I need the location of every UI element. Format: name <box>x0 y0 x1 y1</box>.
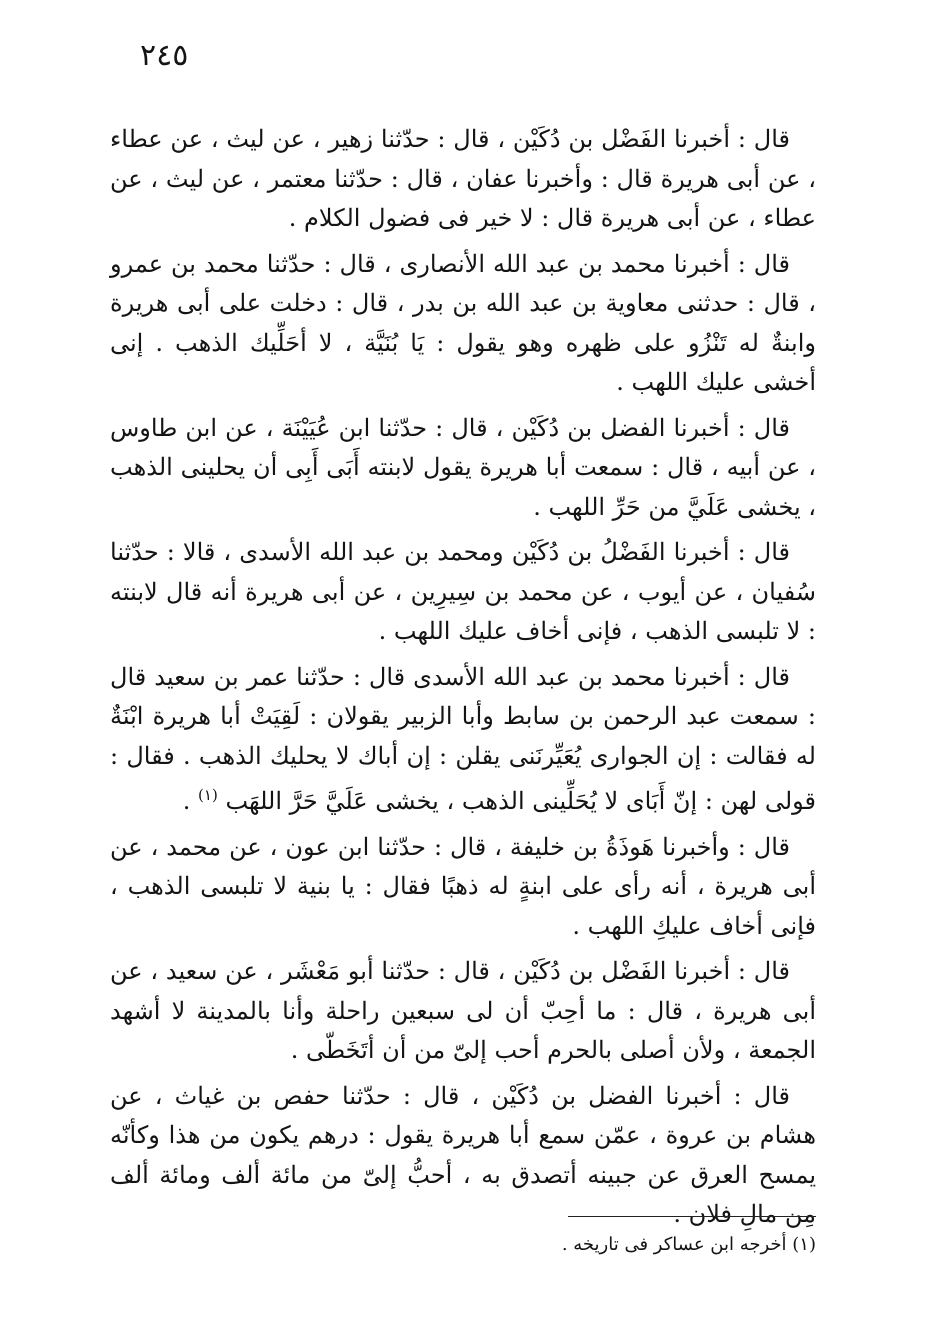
paragraph-8: قال : أخبرنا الفضل بن دُكَيْن ، قال : حدّثنا حفص بن غياث ، عن هشام بن عروة ، عمّن سمع أبا هريرة يقول : درهم يكون من هذا وكأنّه يمسح العرق عن جبينه أتصدق به ، أحبُّ إلىّ من مائة ألف ومائة ألف مِن مالِ فلان . <box>110 1081 816 1228</box>
page-number: ٢٤٥ <box>140 38 189 73</box>
paragraph-3: قال : أخبرنا الفضل بن دُكَيْن ، قال : حدّثنا ابن عُيَيْنَة ، عن ابن طاوس ، عن أبيه ، قال : سمعت أبا هريرة يقول لابنته أَبَى أَبِى أن يحلينى الذهب ، يخشى عَلَيَّ من حَرِّ اللهب . <box>110 413 816 521</box>
paragraph-4: قال : أخبرنا الفَضْلُ بن دُكَيْن ومحمد بن عبد الله الأسدى ، قالا : حدّثنا سُفيان ، عن أيوب ، عن محمد بن سِيرِين ، عن أبى هريرة أنه قال لابنته : لا تلبسى الذهب ، فإنى أخاف عليك اللهب . <box>110 538 816 645</box>
main-text <box>110 120 816 1241</box>
paragraph-7: قال : أخبرنا الفَضْل بن دُكَيْن ، قال : حدّثنا أبو مَعْشَر ، عن سعيد ، عن أبى هريرة ، قال : ما أحِبّ أن لى سبعين راحلة وأنا بالمدينة لا أشهد الجمعة ، ولأن أصلى بالحرم أحب إلىّ من أن أتَخَطّى . <box>110 957 816 1064</box>
paragraph-5-text: قال : أخبرنا محمد بن عبد الله الأسدى قال : حدّثنا عمر بن سعيد قال : سمعت عبد الرحمن بن سابط وأبا الزبير يقولان : لَقِيَتْ أبا هريرة ابْنَةٌ له فقالت : إن الجوارى يُعَيِّرنَنى يقلن : إن أباك لا يحليك الذهب . فقال : قولى لهن : إنّ أَبَاى لا يُحَلِّينى الذهب ، يخشى عَلَيَّ حَرَّ اللهَب <box>110 662 816 815</box>
footnote-reference: (١) <box>198 786 218 804</box>
paragraph-1: قال : أخبرنا الفَضْل بن دُكَيْن ، قال : حدّثنا زهير ، عن ليث ، عن عطاء ، عن أبى هريرة قال : وأخبرنا عفان ، قال : حدّثنا معتمر ، عن ليث ، عن عطاء ، عن أبى هريرة قال : لا خير فى فضول الكلام . <box>110 125 817 232</box>
paragraph-2: قال : أخبرنا محمد بن عبد الله الأنصارى ، قال : حدّثنا محمد بن عمرو ، قال : حدثنى معاوية بن عبد الله بن بدر ، قال : دخلت على أبى هريرة وابنةٌ له تَنْزُو على ظهره وهو يقول : يَا بُنَيَّة ، لا أحَلِّيك الذهب . إنى أخشى عليك اللهب . <box>110 249 816 396</box>
paragraph-6: قال : وأخبرنا هَوذَةُ بن خليفة ، قال : حدّثنا ابن عون ، عن محمد ، عن أبى هريرة ، أنه رأى على ابنةٍ له ذهبًا فقال : يا بنية لا تلبسى الذهب ، فإنى أخاف عليكِ اللهب . <box>110 832 816 940</box>
footnote: (١) أخرجه ابن عساكر فى تاريخه . <box>561 1234 816 1255</box>
paragraph-5: قال : أخبرنا محمد بن عبد الله الأسدى قال : حدّثنا عمر بن سعيد قال : سمعت عبد الرحمن بن سابط وأبا الزبير يقولان : لَقِيَتْ أبا هريرة ابْنَةٌ له فقالت : إن الجوارى يُعَيِّرنَنى يقلن : إن أباك لا يحليك الذهب . فقال : قولى لهن : إنّ أَبَاى لا يُحَلِّينى الذهب ، يخشى عَلَيَّ حَرَّ اللهَب $^{(١)}$ . <box>110 662 816 815</box>
footnote-separator <box>568 1216 816 1217</box>
